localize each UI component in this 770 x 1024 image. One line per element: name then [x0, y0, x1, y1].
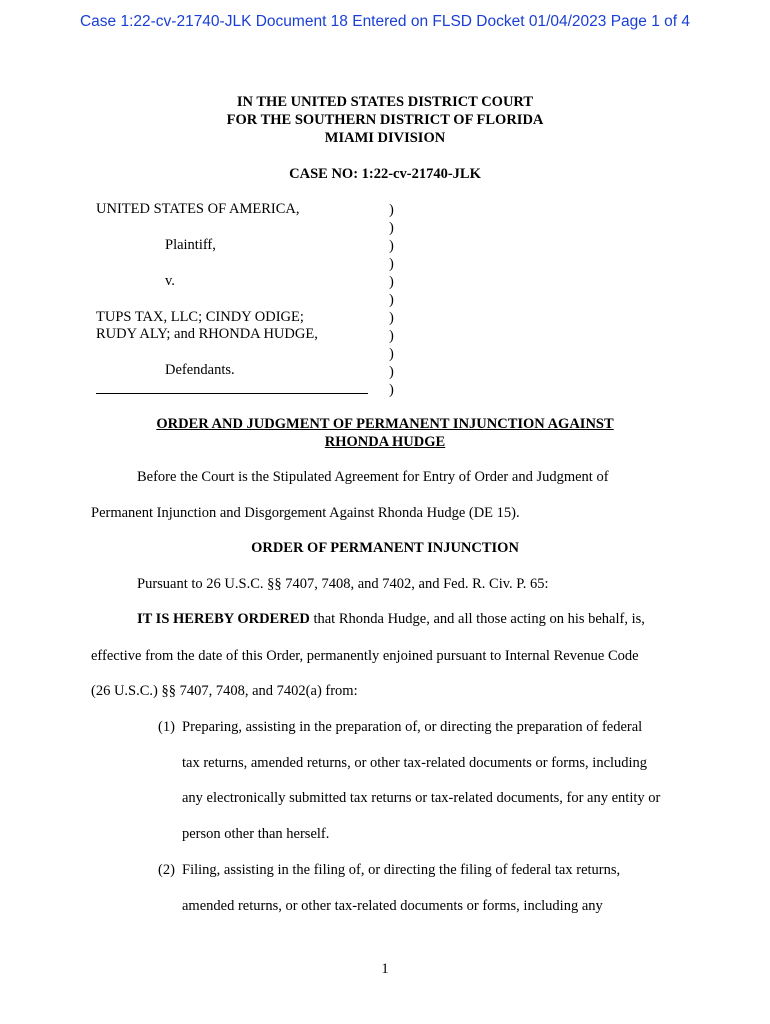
- plaintiff-name: UNITED STATES OF AMERICA,: [96, 201, 300, 217]
- item-1-line: Preparing, assisting in the preparation of, or directing the preparation of federal: [182, 719, 643, 735]
- ordered-line-2: effective from the date of this Order, permanently enjoined pursuant to Internal Revenue Code: [91, 648, 639, 664]
- ordered-lead: IT IS HEREBY ORDERED: [137, 611, 310, 627]
- defendants-role: Defendants.: [165, 362, 235, 378]
- item-1-line: person other than herself.: [182, 826, 330, 842]
- case-number: CASE NO: 1:22-cv-21740-JLK: [289, 166, 481, 182]
- docket-header-stamp: Case 1:22-cv-21740-JLK Document 18 Entered on FLSD Docket 01/04/2023 Page 1 of 4: [79, 13, 691, 30]
- intro-line-1: Before the Court is the Stipulated Agreement for Entry of Order and Judgment of: [137, 469, 609, 485]
- caption-paren: ): [389, 238, 394, 254]
- caption-paren: ): [389, 346, 394, 362]
- intro-line-2: Permanent Injunction and Disgorgement Against Rhonda Hudge (DE 15).: [91, 505, 520, 521]
- authority-line: Pursuant to 26 U.S.C. §§ 7407, 7408, and 7402, and Fed. R. Civ. P. 65:: [137, 576, 549, 592]
- caption-paren: ): [389, 310, 394, 326]
- ordered-line-3: (26 U.S.C.) §§ 7407, 7408, and 7402(a) from:: [91, 683, 358, 699]
- caption-paren: ): [389, 292, 394, 308]
- caption-paren: ): [389, 328, 394, 344]
- ordered-line-1-rest: that Rhonda Hudge, and all those acting on his behalf, is,: [309, 611, 645, 627]
- section-heading: ORDER OF PERMANENT INJUNCTION: [251, 540, 519, 556]
- order-title-line-2: RHONDA HUDGE: [324, 434, 446, 450]
- plaintiff-role: Plaintiff,: [165, 237, 216, 253]
- defendants-line-1: TUPS TAX, LLC; CINDY ODIGE;: [96, 309, 304, 325]
- caption-paren: ): [389, 202, 394, 218]
- caption-underline: [96, 393, 368, 394]
- item-2-number: (2): [158, 862, 175, 878]
- caption-paren: ): [389, 274, 394, 290]
- item-2-line: amended returns, or other tax-related documents or forms, including any: [182, 898, 603, 914]
- court-division: MIAMI DIVISION: [324, 130, 446, 146]
- item-1-number: (1): [158, 719, 175, 735]
- caption-paren-column: [389, 201, 394, 399]
- caption-paren: ): [389, 220, 394, 236]
- versus: v.: [165, 273, 175, 289]
- page-number: 1: [381, 961, 389, 977]
- court-name-line-2: FOR THE SOUTHERN DISTRICT OF FLORIDA: [226, 112, 544, 128]
- caption-paren: ): [389, 382, 394, 398]
- item-1-line: any electronically submitted tax returns or tax-related documents, for any entity or: [182, 790, 661, 806]
- item-2-line: Filing, assisting in the filing of, or directing the filing of federal tax returns,: [182, 862, 621, 878]
- order-title-line-1: ORDER AND JUDGMENT OF PERMANENT INJUNCTION AGAINST: [156, 416, 614, 432]
- caption-paren: ): [389, 364, 394, 380]
- ordered-line-1: [137, 611, 645, 628]
- item-1-line: tax returns, amended returns, or other tax-related documents or forms, including: [182, 755, 648, 771]
- court-name-line-1: IN THE UNITED STATES DISTRICT COURT: [236, 94, 534, 110]
- defendants-line-2: RUDY ALY; and RHONDA HUDGE,: [96, 326, 318, 342]
- caption-paren: ): [389, 256, 394, 272]
